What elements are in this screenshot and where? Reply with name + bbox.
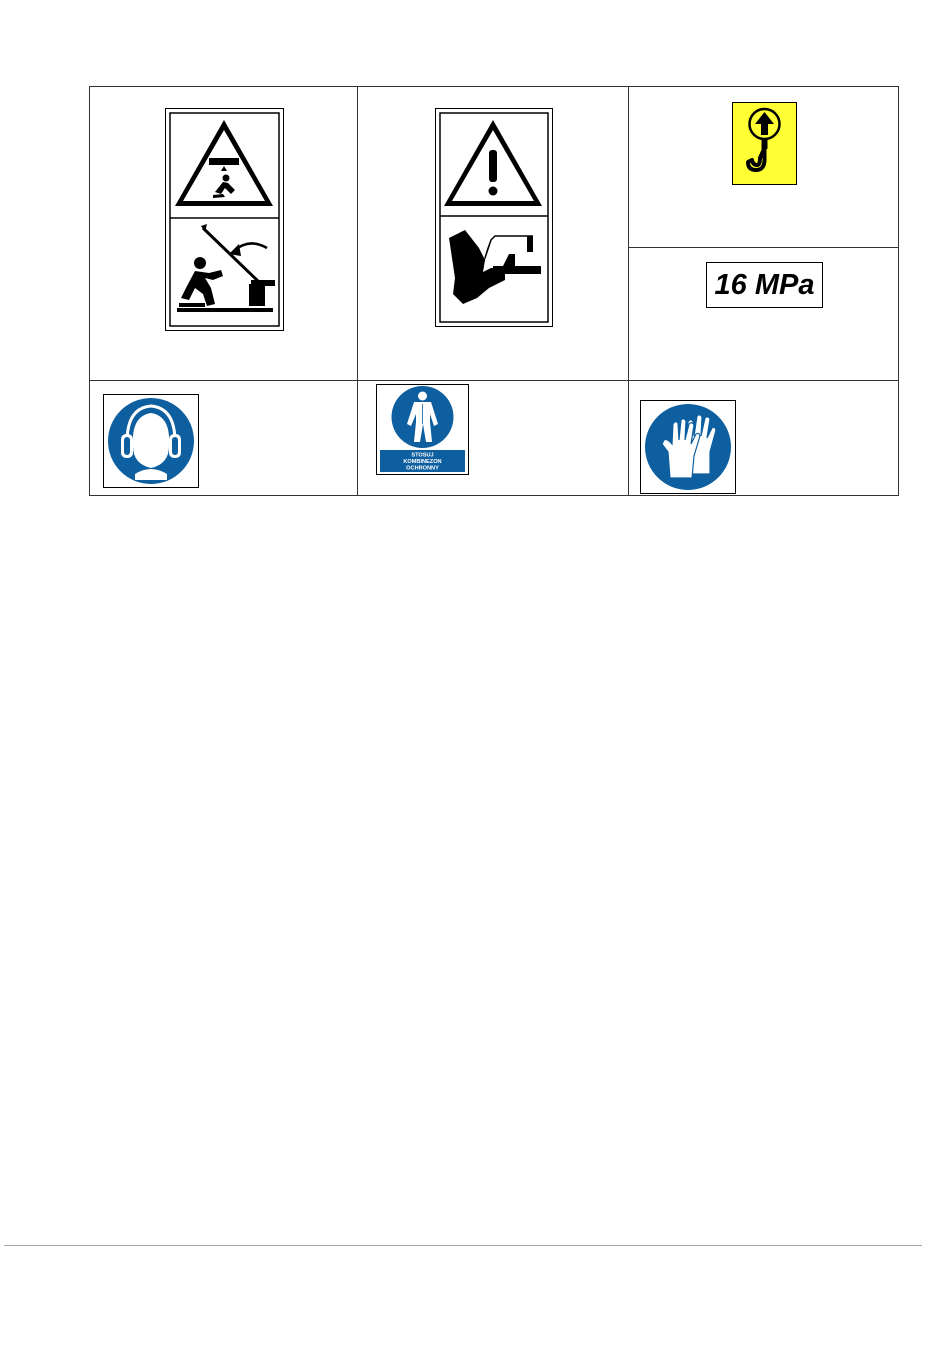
lifting-hook-icon [732, 102, 797, 185]
footer-divider [4, 1245, 922, 1246]
ear-protection-icon [103, 394, 199, 488]
lifting-point-sign [732, 102, 797, 185]
crush-hazard-icon [165, 108, 284, 331]
ear-protection-sign [103, 394, 199, 488]
table-divider [357, 87, 358, 495]
table-divider [90, 380, 898, 381]
crush-hazard-sign [165, 108, 284, 331]
pressure-label [706, 262, 823, 308]
table-divider [628, 247, 898, 248]
coverall-caption-2: KOMBINEZON [403, 459, 442, 465]
coverall-icon [376, 384, 469, 475]
hand-crush-sign [435, 108, 553, 327]
table-divider [628, 87, 629, 495]
pressure-text: 16 MPa [714, 268, 815, 301]
coverall-caption-1: STOSUJ [411, 452, 434, 459]
coverall-caption-3: OCHRONNY [406, 465, 439, 472]
hand-crush-icon [435, 108, 553, 327]
gloves-icon [640, 400, 736, 494]
coverall-sign [376, 384, 469, 475]
gloves-sign [640, 400, 736, 494]
